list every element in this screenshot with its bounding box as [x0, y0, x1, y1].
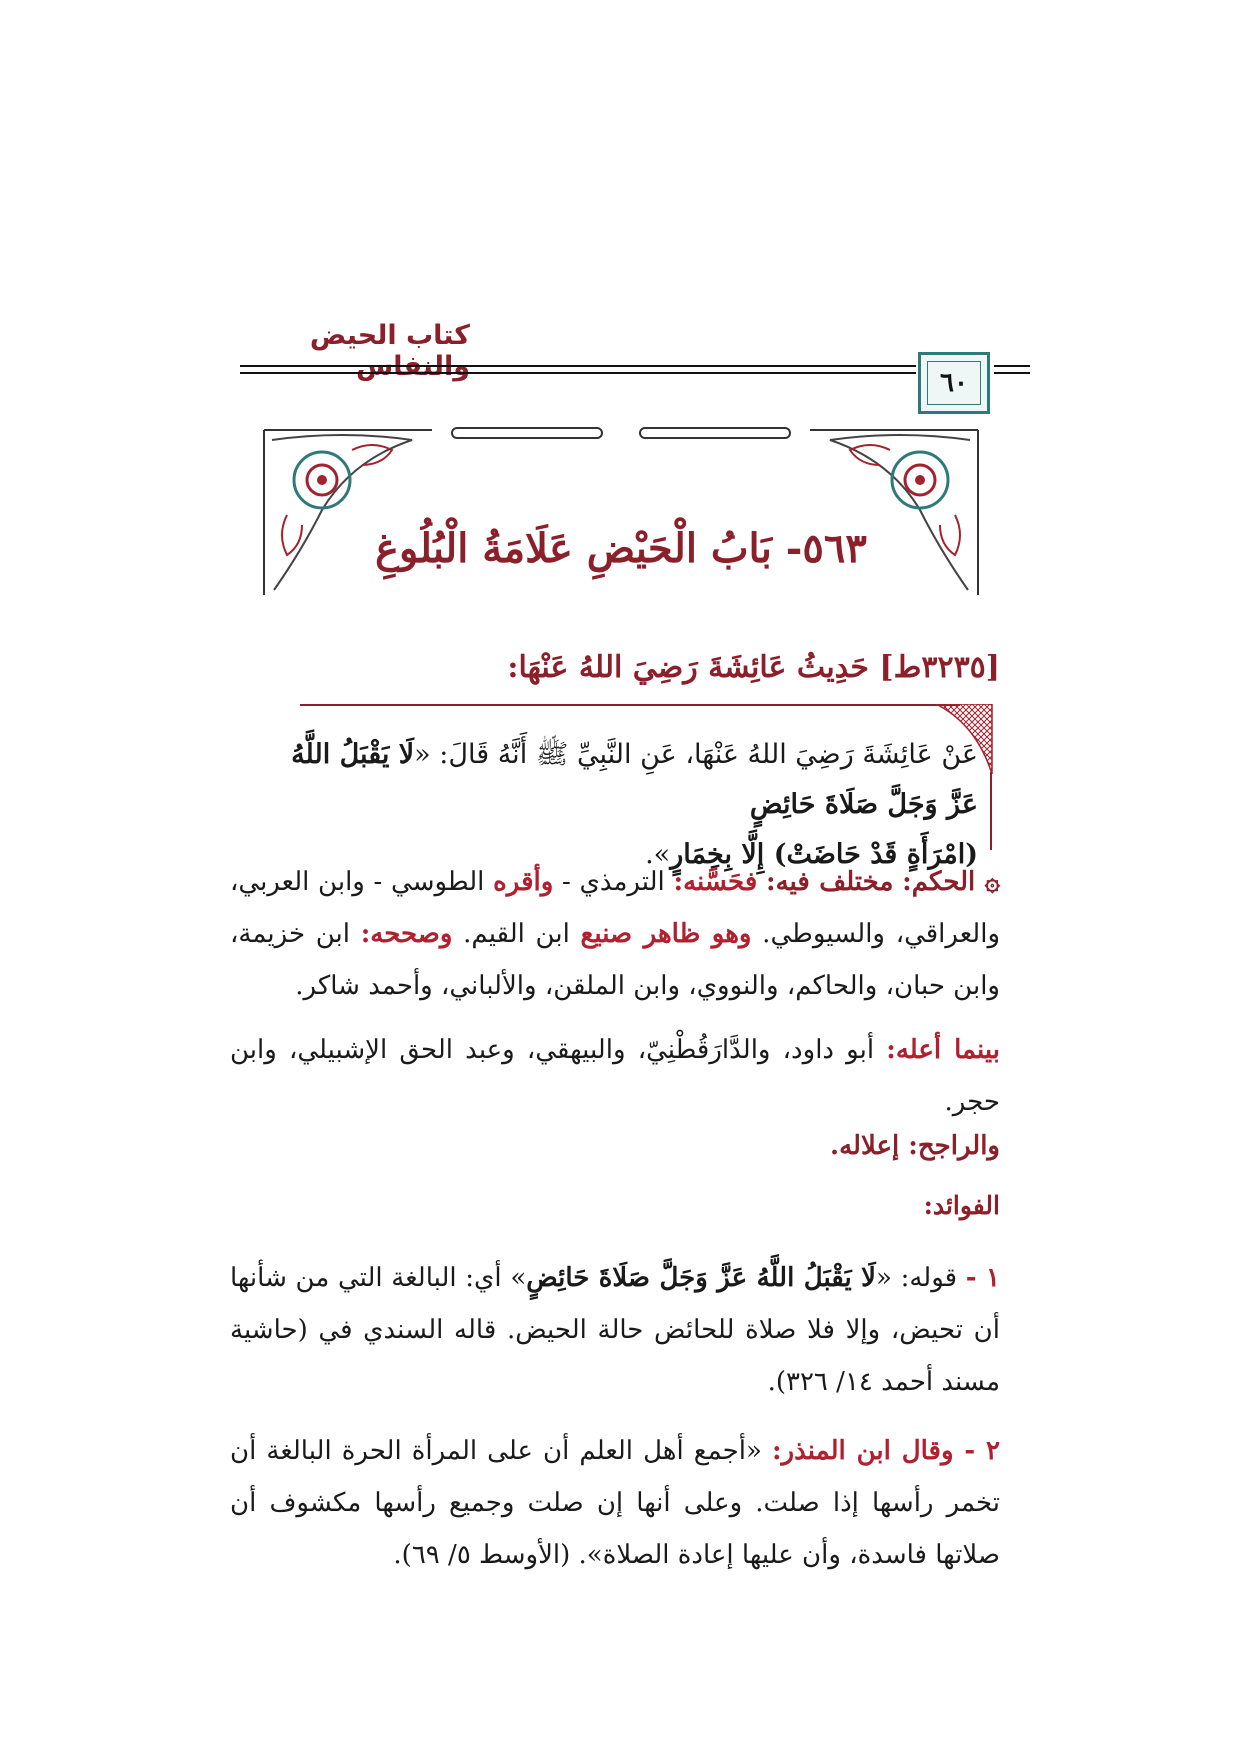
page-number: ٦٠ — [927, 361, 981, 405]
ruling-approved-label: وأقره — [493, 867, 554, 897]
hadith-box-side-rule — [990, 772, 992, 850]
benefit-1 — [230, 1252, 1000, 1408]
header-rule-bottom — [240, 372, 916, 374]
ruling-sahih-label: وصححه: — [360, 919, 453, 949]
benefits-heading: الفوائد: — [923, 1191, 1000, 1220]
book-title: كتاب الحيض والنفاس — [309, 320, 470, 382]
ruling-disputed: مختلف فيه: — [765, 867, 894, 897]
chapter-title: ٥٦٣- بَابُ الْحَيْضِ عَلَامَةُ الْبُلُوغِ — [375, 525, 867, 572]
hadith-line2-bold: (امْرَأَةٍ قَدْ حَاضَتْ) إِلَّا بِخِمَارٍ — [670, 839, 978, 870]
header-rule-right — [994, 365, 1030, 367]
weak-label: بينما أعله: — [886, 1035, 1000, 1065]
hadith-line1-bold: لَا يَقْبَلُ اللَّهُ عَزَّ وَجَلَّ صَلَاةَ حَائِضٍ — [291, 739, 978, 820]
hadith-line2-end: ». — [645, 839, 671, 870]
benefit-1-text-a: قوله: « — [876, 1263, 966, 1293]
benefit-1-quote: لَا يَقْبَلُ اللَّهُ عَزَّ وَجَلَّ صَلَاةَ حَائِضٍ — [526, 1263, 876, 1293]
ruling-paragraph — [230, 856, 1000, 1012]
chapter-ornament — [262, 420, 980, 600]
weak-text: أبو داود، والدَّارَقُطْنِيّ، والبيهقي، وعبد الحق الإشبيلي، وابن حجر. — [230, 1035, 1000, 1117]
ruling-text-2: الطوسي - وابن العربي، والعراقي، والسيوطي. — [230, 867, 1000, 949]
benefit-1-number: ١ - — [965, 1263, 1000, 1293]
benefit-2 — [230, 1425, 1000, 1581]
ruling-text-1: الترمذي - — [553, 867, 674, 897]
ruling-hasan-label: فحَسَّنه: — [673, 867, 758, 897]
benefit-2-text: «أجمع أهل العلم أن على المرأة الحرة البالغة أن تخمر رأسها إذا صلت. وعلى أنها إن صلت وجميع رأسها مكشوف أن صلاتها فاسدة، وأن عليها إعادة الصلاة». (الأوسط ٥/ ٦٩). — [230, 1436, 1000, 1570]
hadith-heading: [٣٢٣٥ط] حَدِيثُ عَائِشَةَ رَضِيَ اللهُ عَنْهَا: — [507, 650, 1000, 685]
ruling-text-4: ابن خزيمة، وابن حبان، والحاكم، والنووي، وابن الملقن، والألباني، وأحمد شاكر. — [230, 919, 1000, 1001]
benefit-2-number: ٢ - — [964, 1436, 1001, 1466]
benefit-1-text-b: » أي: البالغة التي من شأنها أن تحيض، وإلا فلا صلاة للحائض حالة الحيض. قاله السندي في (حاشية مسند أحمد ١٤/ ٣٢٦). — [230, 1263, 1000, 1397]
header-rule-top — [240, 365, 916, 367]
header-rule-right-2 — [994, 372, 1030, 374]
weak-paragraph — [230, 1024, 1000, 1128]
page-number-frame — [918, 352, 990, 414]
hadith-line1-plain: عَنْ عَائِشَةَ رَضِيَ اللهُ عَنْهَا، عَنِ النَّبِيِّ ﷺ أَنَّهُ قَالَ: « — [414, 739, 978, 770]
ruling-label: ۞ الحكم: — [902, 867, 1001, 897]
hadith-box-top-rule — [300, 704, 960, 706]
ruling-apparent-label: وهو ظاهر صنيع — [580, 919, 752, 949]
ruling-text-3: ابن القيم. — [452, 919, 581, 949]
benefit-2-label: وقال ابن المنذر: — [771, 1436, 965, 1466]
preferred-opinion: والراجح: إعلاله. — [830, 1131, 1000, 1161]
